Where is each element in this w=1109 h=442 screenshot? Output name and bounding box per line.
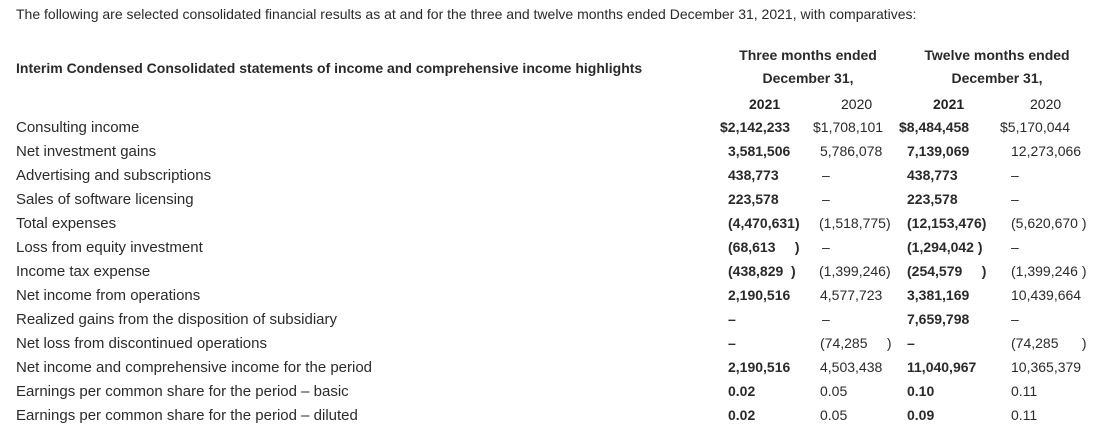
table-row xyxy=(0,332,1109,356)
three-months-line2: December 31, xyxy=(762,70,854,86)
cell-twelve-2021: – xyxy=(907,335,915,351)
cell-twelve-2020: 12,273,066 xyxy=(1011,143,1082,159)
cell-twelve-2020: $5,170,044 xyxy=(1000,119,1071,135)
table-row xyxy=(0,188,1109,212)
cell-three-2021: (438,829 ) xyxy=(728,263,796,279)
row-label: Earnings per common share for the period – basic xyxy=(16,383,349,400)
cell-three-2021: – xyxy=(728,311,736,327)
cell-twelve-2021: (254,579 ) xyxy=(907,263,987,279)
cell-three-2020: (1,518,775) xyxy=(819,215,891,231)
row-label: Advertising and subscriptions xyxy=(16,167,212,184)
twelve-months-header xyxy=(904,44,1090,90)
row-label: Net investment gains xyxy=(16,143,157,160)
table-row xyxy=(0,116,1109,140)
table-row xyxy=(0,260,1109,284)
cell-three-2020: 0.05 xyxy=(820,383,848,399)
cell-three-2020: 5,786,078 xyxy=(820,143,883,159)
cell-three-2021: 2,190,516 xyxy=(728,287,791,303)
year-header-twelve-current: 2021 xyxy=(933,96,965,112)
cell-twelve-2021: (1,294,042 ) xyxy=(907,239,983,255)
cell-three-2020: – xyxy=(822,311,830,327)
cell-three-2020: $1,708,101 xyxy=(813,119,884,135)
row-label: Loss from equity investment xyxy=(16,239,203,256)
cell-twelve-2020: – xyxy=(1011,167,1019,183)
three-months-line1: Three months ended xyxy=(739,47,877,63)
table-row xyxy=(0,404,1109,428)
year-header-twelve-prior: 2020 xyxy=(1030,96,1062,112)
cell-three-2021: 438,773 xyxy=(728,167,779,183)
cell-three-2020: 4,503,438 xyxy=(820,359,883,375)
cell-twelve-2021: 438,773 xyxy=(907,167,958,183)
cell-three-2021: – xyxy=(728,335,736,351)
table-row xyxy=(0,236,1109,260)
cell-twelve-2021: 3,381,169 xyxy=(907,287,970,303)
table-row xyxy=(0,164,1109,188)
cell-three-2021: 3,581,506 xyxy=(728,143,791,159)
cell-twelve-2021: (12,153,476) xyxy=(907,215,987,231)
cell-three-2021: 0.02 xyxy=(728,383,756,399)
table-row xyxy=(0,356,1109,380)
row-label: Earnings per common share for the period – diluted xyxy=(16,407,358,424)
cell-three-2020: – xyxy=(822,191,830,207)
cell-three-2020: (1,399,246) xyxy=(819,263,891,279)
cell-twelve-2021: 7,139,069 xyxy=(907,143,970,159)
cell-twelve-2020: – xyxy=(1011,311,1019,327)
twelve-months-line2: December 31, xyxy=(951,70,1043,86)
cell-three-2021: 0.02 xyxy=(728,407,756,423)
cell-twelve-2021: 0.09 xyxy=(907,407,935,423)
table-row xyxy=(0,308,1109,332)
cell-twelve-2021: 0.10 xyxy=(907,383,935,399)
cell-three-2021: (4,470,631) xyxy=(728,215,800,231)
cell-three-2021: 223,578 xyxy=(728,191,779,207)
cell-three-2021: $2,142,233 xyxy=(720,119,791,135)
cell-three-2020: – xyxy=(822,167,830,183)
cell-twelve-2020: (5,620,670 ) xyxy=(1011,215,1087,231)
cell-twelve-2020: 0.11 xyxy=(1011,383,1038,399)
cell-three-2021: (68,613 ) xyxy=(728,239,800,255)
cell-twelve-2020: 0.11 xyxy=(1011,407,1038,423)
row-label: Consulting income xyxy=(16,119,140,136)
cell-twelve-2020: 10,439,664 xyxy=(1011,287,1082,303)
cell-three-2020: (74,285 ) xyxy=(820,335,892,351)
row-label: Sales of software licensing xyxy=(16,191,194,208)
year-header-three-prior: 2020 xyxy=(841,96,873,112)
row-label: Realized gains from the disposition of subsidiary xyxy=(16,311,337,328)
cell-twelve-2021: 223,578 xyxy=(907,191,958,207)
three-months-header xyxy=(720,44,896,90)
table-title: Interim Condensed Consolidated statements of income and comprehensive income highlights xyxy=(16,60,643,76)
year-header-three-current: 2021 xyxy=(749,96,781,112)
table-row xyxy=(0,140,1109,164)
table-row xyxy=(0,380,1109,404)
row-label: Income tax expense xyxy=(16,263,151,280)
cell-twelve-2021: 11,040,967 xyxy=(907,359,977,375)
cell-twelve-2020: 10,365,379 xyxy=(1011,359,1082,375)
twelve-months-line1: Twelve months ended xyxy=(924,47,1070,63)
intro-text: The following are selected consolidated financial results as at and for the three and twelve months ended December 31, 2021, with comparatives: xyxy=(16,6,917,22)
row-label: Net income from operations xyxy=(16,287,201,304)
cell-three-2020: 0.05 xyxy=(820,407,848,423)
table-row xyxy=(0,212,1109,236)
table-row xyxy=(0,284,1109,308)
cell-three-2020: 4,577,723 xyxy=(820,287,883,303)
cell-three-2020: – xyxy=(822,239,830,255)
cell-twelve-2020: – xyxy=(1011,239,1019,255)
row-label: Total expenses xyxy=(16,215,117,232)
cell-twelve-2020: (74,285 ) xyxy=(1011,335,1087,351)
row-label: Net income and comprehensive income for the period xyxy=(16,359,373,376)
cell-twelve-2020: – xyxy=(1011,191,1019,207)
cell-three-2021: 2,190,516 xyxy=(728,359,791,375)
cell-twelve-2021: $8,484,458 xyxy=(899,119,970,135)
cell-twelve-2020: (1,399,246 ) xyxy=(1011,263,1087,279)
cell-twelve-2021: 7,659,798 xyxy=(907,311,970,327)
row-label: Net loss from discontinued operations xyxy=(16,335,267,352)
